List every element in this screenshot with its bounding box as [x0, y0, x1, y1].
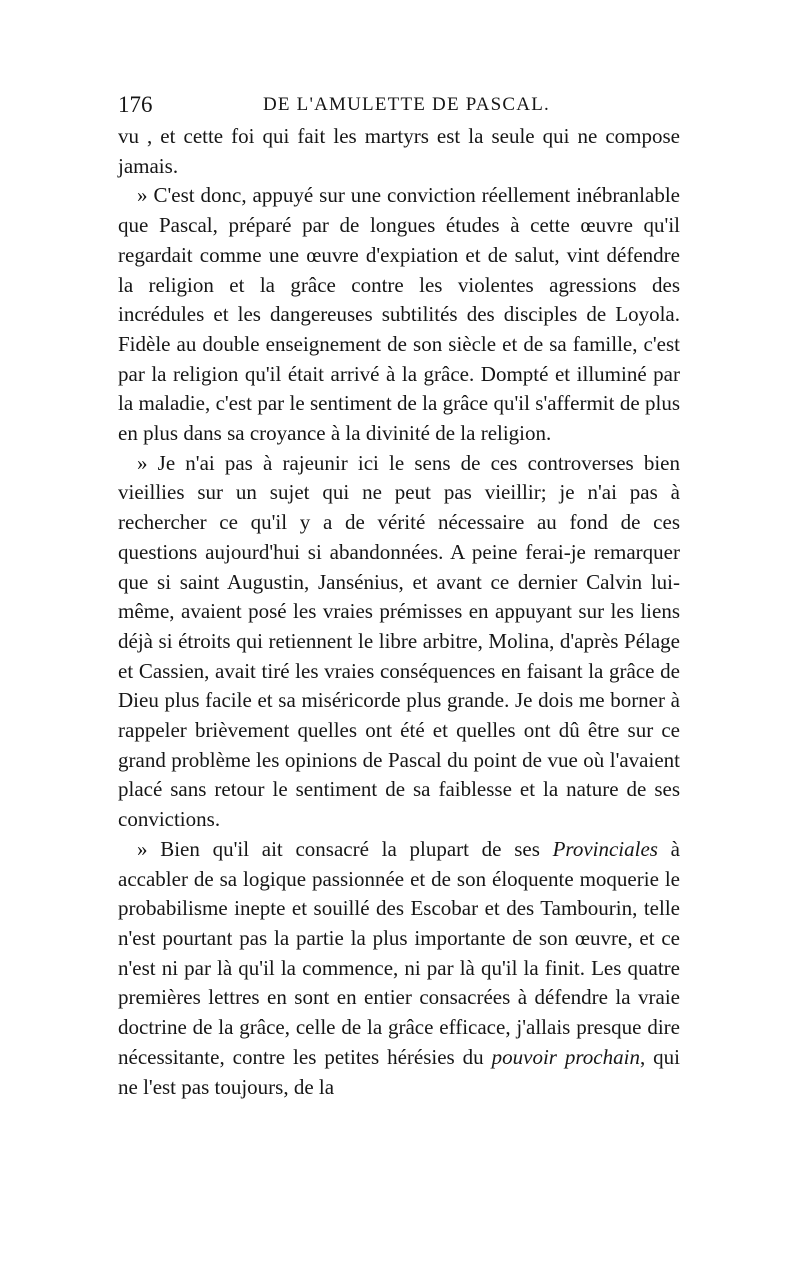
paragraph-text: » C'est donc, appuyé sur une conviction réellement inébranlable que Pascal, préparé par de longues études à cette œuvre qu'il regardait comme une œuvre d'expiation et de salut, vint défendre la religion et la grâce contre les violentes agressions des incrédules et les dangereuses subtilités des disciples de Loyola. Fidèle au double enseignement de son siècle et de sa famille, c'est par la religion qu'il était arrivé à la grâce. Dompté et illuminé par la maladie, c'est par le sentiment de la grâce qu'il s'affermit de plus en plus dans sa croyance à la divinité de la religion.: [118, 183, 680, 446]
paragraph-controversies: [118, 449, 680, 835]
page-header: [118, 86, 680, 122]
paragraph-text: » Bien qu'il ait consacré la plupart de ses: [137, 836, 553, 861]
italic-title-provinciales: Provinciales: [552, 836, 658, 861]
running-head: DE L'AMULETTE DE PASCAL.: [263, 94, 550, 115]
page-number: 176: [118, 92, 153, 117]
paragraph-text: » Je n'ai pas à rajeunir ici le sens de ces controverses bien vieillies sur un sujet qui ne peut pas vieillir; je n'ai pas à rechercher ce qu'il y a de vérité nécessaire au fond de ces questions aujourd'hui si abandonnées. A peine ferai-je remarquer que si saint Augustin, Jansénius, et avant ce dernier Calvin lui-même, avaient posé les vraies prémisses en appuyant sur les liens déjà si étroits qui retiennent le libre arbitre, Molina, d'après Pélage et Cassien, avait tiré les vraies conséquences en faisant la grâce de Dieu plus facile et sa miséricorde plus grande. Je dois me borner à rappeler brièvement quelles ont été et quelles ont dû être sur ce grand problème les opinions de Pascal du point de vue où l'avaient placé sans retour le sentiment de sa faiblesse et la nature de ses convictions.: [118, 450, 680, 832]
book-page: [118, 86, 680, 1102]
italic-phrase-pouvoir-prochain: pouvoir prochain: [491, 1044, 640, 1069]
paragraph-text: , qui ne l'est pas toujours, de la: [118, 1044, 680, 1099]
paragraph-text: à accabler de sa logique passionnée et de son éloquente moquerie le probabilisme inepte et souillé des Escobar et des Tambourin, telle n'est pourtant pas la partie la plus importante de son œuvre, et ce n'est ni par là qu'il la commence, ni par là qu'il la finit. Les quatre premières lettres en sont en entier consacrées à défendre la vraie doctrine de la grâce, celle de la grâce efficace, j'allais presque dire nécessitante, contre les petites hérésies du: [118, 836, 680, 1069]
body-text: [118, 122, 680, 1102]
paragraph-pascal-conviction: [118, 181, 680, 448]
paragraph-text: vu , et cette foi qui fait les martyrs est la seule qui ne compose jamais.: [118, 124, 680, 178]
paragraph-continuation: [118, 122, 680, 181]
paragraph-provinciales: [118, 835, 680, 1102]
